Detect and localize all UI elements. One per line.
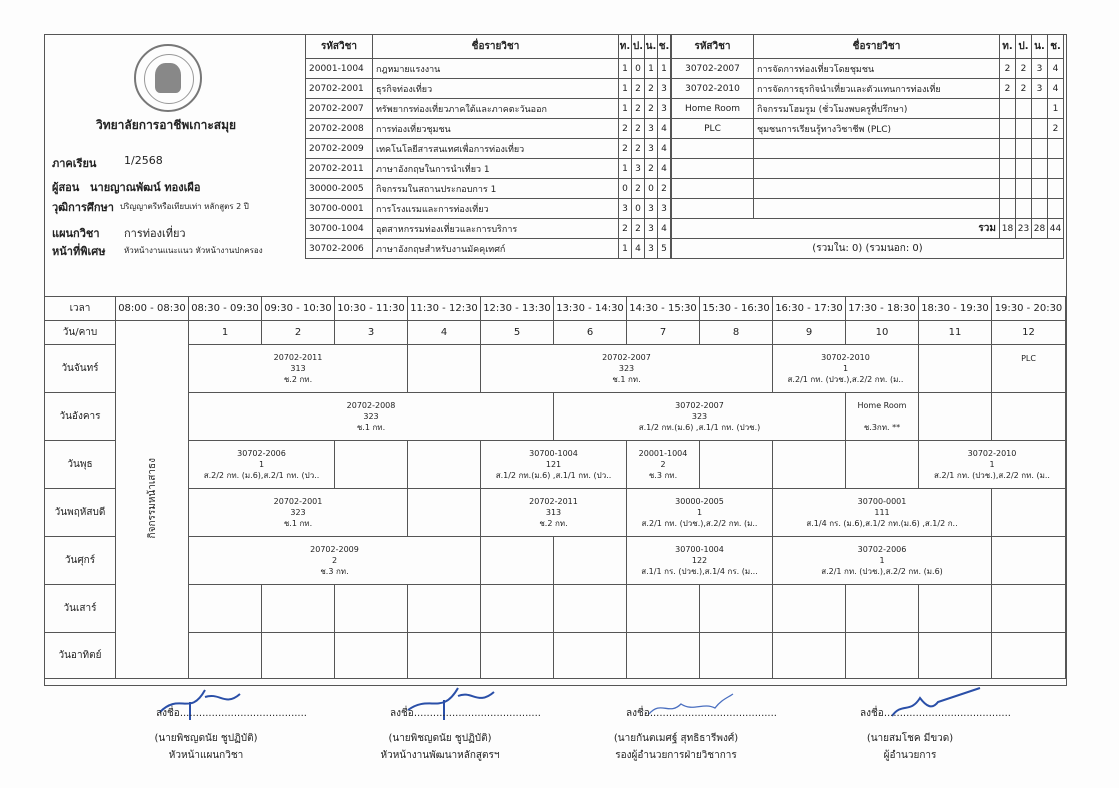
subject-name: การจัดการธุรกิจนำเที่ยวและตัวแทนการท่องเที่ย (754, 79, 1000, 99)
subjects-table-left (305, 34, 671, 259)
subject-ch: 4 (658, 219, 671, 239)
slot-mon-9-10: 30702-2010 1 ส.2/1 กท. (ปวช.),ส.2/2 กท. (ม.. (773, 345, 919, 393)
empty-slot (554, 585, 627, 633)
day-thursday: วันพฤหัสบดี (45, 489, 116, 537)
subject-name: การจัดการท่องเที่ยวโดยชุมชน (754, 59, 1000, 79)
subject-t: 0 (619, 179, 632, 199)
subject-row (306, 59, 671, 79)
subject-ch: 4 (1048, 59, 1064, 79)
subjects-table-right (671, 34, 1064, 259)
time-slot: 18:30 - 19:30 (919, 297, 992, 321)
slot-mon-5-8: 20702-2007 323 ช.1 กท. (481, 345, 773, 393)
subject-t: 1 (619, 99, 632, 119)
teacher-label: ผู้สอน (52, 181, 80, 194)
time-slot: 10:30 - 11:30 (335, 297, 408, 321)
empty-slot (481, 585, 554, 633)
header-name: ชื่อรายวิชา (754, 35, 1000, 59)
header-ch: ช. (658, 35, 671, 59)
subject-name: การโรงแรมและการท่องเที่ยว (373, 199, 619, 219)
subject-p: 2 (632, 99, 645, 119)
subject-ch: 2 (658, 179, 671, 199)
header-t: ท. (1000, 35, 1016, 59)
subject-row (306, 179, 671, 199)
total-ch: 44 (1048, 219, 1064, 239)
subject-p: 4 (632, 239, 645, 259)
subject-t: 2 (1000, 59, 1016, 79)
subject-t: 1 (619, 239, 632, 259)
header-p: ป. (1016, 35, 1032, 59)
header-code: รหัสวิชา (672, 35, 754, 59)
timetable (44, 296, 1066, 679)
header-n: น. (645, 35, 658, 59)
slot-tue-1-5: 20702-2008 323 ช.1 กท. (189, 393, 554, 441)
duty-label: หน้าที่พิเศษ (52, 245, 106, 258)
day-saturday: วันเสาร์ (45, 585, 116, 633)
subject-row (306, 99, 671, 119)
subject-code: 20702-2009 (306, 139, 373, 159)
empty-slot (335, 585, 408, 633)
header-ch: ช. (1048, 35, 1064, 59)
subject-row (306, 159, 671, 179)
slot-fri-1-4: 20702-2009 2 ช.3 กท. (189, 537, 481, 585)
period-number: 3 (335, 321, 408, 345)
empty-slot (773, 633, 846, 679)
subject-row (306, 79, 671, 99)
subject-p: 2 (632, 119, 645, 139)
slot-wed-11-12: 30702-2010 1 ส.2/1 กท. (ปวช.),ส.2/2 กท. (ม.. (919, 441, 1066, 489)
subject-name: ภาษาอังกฤษสำหรับงานมัคคุเทศก์ (373, 239, 619, 259)
subject-p: 2 (632, 79, 645, 99)
subject-code: 20702-2011 (306, 159, 373, 179)
subject-n (1032, 119, 1048, 139)
subject-name: กฎหมายแรงงาน (373, 59, 619, 79)
subject-name: การท่องเที่ยวชุมชน (373, 119, 619, 139)
department-label: แผนกวิชา (52, 227, 100, 240)
time-slot: 19:30 - 20:30 (992, 297, 1066, 321)
day-monday: วันจันทร์ (45, 345, 116, 393)
total-t: 18 (1000, 219, 1016, 239)
subject-n: 3 (645, 119, 658, 139)
period-number: 8 (700, 321, 773, 345)
subject-ch: 4 (658, 159, 671, 179)
slot-wed-7: 20001-1004 2 ช.3 กท. (627, 441, 700, 489)
slot-fri-9-11: 30702-2006 1 ส.2/1 กท. (ปวช.),ส.2/2 กท. (ม.6) (773, 537, 992, 585)
subject-row (672, 59, 1064, 79)
time-slot: 16:30 - 17:30 (773, 297, 846, 321)
time-label: เวลา (45, 297, 116, 321)
subject-p: 2 (1016, 79, 1032, 99)
header-t: ท. (619, 35, 632, 59)
subject-code: 30702-2007 (672, 59, 754, 79)
empty-slot (627, 585, 700, 633)
subject-row (672, 79, 1064, 99)
slot-thu-5-6: 20702-2011 313 ช.2 กท. (481, 489, 627, 537)
subject-code: 30700-1004 (306, 219, 373, 239)
subject-ch: 5 (658, 239, 671, 259)
subject-t: 1 (619, 159, 632, 179)
period-number: 1 (189, 321, 262, 345)
signature-block-2: ลงชื่อ........................................ (นายพิชญดนัย ชูปฏิบัติ) หัวหน้างานพัฒนาหลักสูตรฯ (380, 708, 541, 761)
empty-slot (481, 633, 554, 679)
subject-t: 2 (1000, 79, 1016, 99)
subject-n: 2 (645, 79, 658, 99)
subject-p: 3 (632, 159, 645, 179)
time-slot: 08:30 - 09:30 (189, 297, 262, 321)
day-friday: วันศุกร์ (45, 537, 116, 585)
empty-slot (992, 585, 1066, 633)
day-sunday: วันอาทิตย์ (45, 633, 116, 679)
empty-slot (189, 585, 262, 633)
empty-slot (554, 633, 627, 679)
slot-tue-10: Home Room ช.3กท. ** (846, 393, 919, 441)
header-code: รหัสวิชา (306, 35, 373, 59)
subject-p: 2 (632, 219, 645, 239)
subject-ch: 4 (1048, 79, 1064, 99)
subject-t: 2 (619, 139, 632, 159)
subject-row (306, 199, 671, 219)
time-slot: 09:30 - 10:30 (262, 297, 335, 321)
period-number: 10 (846, 321, 919, 345)
college-name: วิทยาลัยการอาชีพเกาะสมุย (96, 118, 237, 132)
empty-slot (700, 633, 773, 679)
subject-code: 30000-2005 (306, 179, 373, 199)
semester-value: 1/2568 (124, 154, 163, 167)
time-slot: 14:30 - 15:30 (627, 297, 700, 321)
slot-fri-7-8: 30700-1004 122 ส.1/1 กร. (ปวช.),ส.1/4 กร. (ม... (627, 537, 773, 585)
subject-ch: 3 (658, 79, 671, 99)
empty-slot (846, 585, 919, 633)
subject-p: 2 (632, 179, 645, 199)
subject-p: 2 (1016, 59, 1032, 79)
subject-code: PLC (672, 119, 754, 139)
subject-ch: 1 (1048, 99, 1064, 119)
subject-ch: 4 (658, 139, 671, 159)
subject-t: 3 (619, 199, 632, 219)
empty-slot (189, 633, 262, 679)
teacher-value: นายญาณพัฒน์ ทองเผือ (90, 181, 201, 194)
empty-slot (846, 633, 919, 679)
subject-t (1000, 99, 1016, 119)
subject-ch: 2 (1048, 119, 1064, 139)
empty-slot (335, 633, 408, 679)
semester-label: ภาคเรียน (52, 157, 97, 170)
empty-slot (919, 585, 992, 633)
totals-label: รวม (672, 219, 1000, 239)
slot-wed-1-2: 30702-2006 1 ส.2/2 กท. (ม.6),ส.2/1 กท. (ปว.. (189, 441, 335, 489)
slot-mon-1-3: 20702-2011 313 ช.2 กท. (189, 345, 408, 393)
subject-code: 20001-1004 (306, 59, 373, 79)
duty-value: หัวหน้างานแนะแนว หัวหน้างานปกครอง (124, 246, 263, 255)
subject-code: 20702-2001 (306, 79, 373, 99)
morning-activity-label: กิจกรรมหน้าเสาธง (146, 457, 158, 539)
subject-n: 3 (645, 139, 658, 159)
signature-block-1: ลงชื่อ........................................ (นายพิชญดนัย ชูปฏิบัติ) หัวหน้าแผนกวิชา (154, 708, 307, 761)
empty-slot (773, 585, 846, 633)
subject-row (306, 139, 671, 159)
subject-t: 2 (619, 119, 632, 139)
empty-slot (408, 585, 481, 633)
empty-slot (262, 633, 335, 679)
period-number: 7 (627, 321, 700, 345)
period-number: 12 (992, 321, 1066, 345)
subject-code: 30702-2010 (672, 79, 754, 99)
college-seal-icon (134, 44, 202, 112)
subject-t (1000, 119, 1016, 139)
subject-n: 3 (645, 199, 658, 219)
subject-n: 1 (645, 59, 658, 79)
subject-n: 3 (1032, 79, 1048, 99)
subject-p (1016, 119, 1032, 139)
subject-name: ภาษาอังกฤษในการนำเที่ยว 1 (373, 159, 619, 179)
subject-t: 2 (619, 219, 632, 239)
subject-row (672, 119, 1064, 139)
subject-p: 0 (632, 59, 645, 79)
time-slot: 11:30 - 12:30 (408, 297, 481, 321)
subject-ch: 1 (658, 59, 671, 79)
subject-t: 1 (619, 79, 632, 99)
subject-row (306, 239, 671, 259)
subject-t: 1 (619, 59, 632, 79)
subject-ch: 3 (658, 99, 671, 119)
empty-slot (992, 633, 1066, 679)
subject-code: 30702-2006 (306, 239, 373, 259)
total-n: 28 (1032, 219, 1048, 239)
time-slot: 13:30 - 14:30 (554, 297, 627, 321)
subject-row (306, 119, 671, 139)
empty-slot (700, 585, 773, 633)
subject-name: เทคโนโลยีสารสนเทศเพื่อการท่องเที่ยว (373, 139, 619, 159)
subject-row (306, 219, 671, 239)
period-number: 2 (262, 321, 335, 345)
slot-tue-6-9: 30702-2007 323 ส.1/2 กท.(ม.6) ,ส.1/1 กท. (ปวช.) (554, 393, 846, 441)
time-slot: 15:30 - 16:30 (700, 297, 773, 321)
subject-code: 20702-2008 (306, 119, 373, 139)
header-p: ป. (632, 35, 645, 59)
slot-thu-1-3: 20702-2001 323 ช.1 กท. (189, 489, 408, 537)
period-number: 11 (919, 321, 992, 345)
slot-wed-5-6: 30700-1004 121 ส.1/2 กท.(ม.6) ,ส.1/1 กท. (ปว.. (481, 441, 627, 489)
subject-code: Home Room (672, 99, 754, 119)
time-slot: 12:30 - 13:30 (481, 297, 554, 321)
subject-name: ธุรกิจท่องเที่ยว (373, 79, 619, 99)
total-p: 23 (1016, 219, 1032, 239)
morning-activity (116, 321, 189, 679)
subject-code: 20702-2007 (306, 99, 373, 119)
time-slot: 08:00 - 08:30 (116, 297, 189, 321)
totals-note: (รวมใน: 0) (รวมนอก: 0) (672, 239, 1064, 259)
empty-slot (919, 633, 992, 679)
subject-ch: 4 (658, 119, 671, 139)
period-number: 6 (554, 321, 627, 345)
subject-n: 3 (645, 239, 658, 259)
subject-n: 3 (645, 219, 658, 239)
subject-row (672, 99, 1064, 119)
subject-n: 2 (645, 99, 658, 119)
subject-name: ชุมชนการเรียนรู้ทางวิชาชีพ (PLC) (754, 119, 1000, 139)
slot-thu-9-11: 30700-0001 111 ส.1/4 กร. (ม.6),ส.1/2 กท.(ม.6) ,ส.1/2 ก.. (773, 489, 992, 537)
subject-name: ทรัพยากรท่องเที่ยวภาคใต้และภาคตะวันออก (373, 99, 619, 119)
slot-thu-7-8: 30000-2005 1 ส.2/1 กท. (ปวช.),ส.2/2 กท. (ม.. (627, 489, 773, 537)
subject-n: 0 (645, 179, 658, 199)
empty-slot (627, 633, 700, 679)
qualification-label: วุฒิการศึกษา (52, 201, 114, 214)
subject-name: กิจกรรมโฮมรูม (ชั่วโมงพบครูที่ปรึกษา) (754, 99, 1000, 119)
header-n: น. (1032, 35, 1048, 59)
time-slot: 17:30 - 18:30 (846, 297, 919, 321)
subject-ch: 3 (658, 199, 671, 219)
subject-p: 0 (632, 199, 645, 219)
signature-block-3: ลงชื่อ........................................ (นายกันตเมศฐ์ สุทธิธารีพงศ์) รองผู้อำนวยการฝ่ายวิชาการ (613, 708, 777, 761)
subject-n (1032, 99, 1048, 119)
subject-code: 30700-0001 (306, 199, 373, 219)
period-label: วัน/คาบ (45, 321, 116, 345)
subject-n: 2 (645, 159, 658, 179)
qualification-value: ปริญญาตรีหรือเทียบเท่า หลักสูตร 2 ปี (120, 202, 249, 211)
day-tuesday: วันอังคาร (45, 393, 116, 441)
slot-mon-11-12: PLC (992, 345, 1066, 393)
period-number: 5 (481, 321, 554, 345)
subject-name: กิจกรรมในสถานประกอบการ 1 (373, 179, 619, 199)
department-value: การท่องเที่ยว (124, 227, 186, 240)
empty-slot (262, 585, 335, 633)
period-number: 9 (773, 321, 846, 345)
signature-block-4: ลงชื่อ........................................ (นายสมโชค มีขวด) ผู้อำนวยการ (860, 708, 1011, 761)
empty-slot (408, 633, 481, 679)
subject-p: 2 (632, 139, 645, 159)
day-wednesday: วันพุธ (45, 441, 116, 489)
subject-n: 3 (1032, 59, 1048, 79)
period-number: 4 (408, 321, 481, 345)
header-name: ชื่อรายวิชา (373, 35, 619, 59)
subject-p (1016, 99, 1032, 119)
subject-name: อุตสาหกรรมท่องเที่ยวและการบริการ (373, 219, 619, 239)
